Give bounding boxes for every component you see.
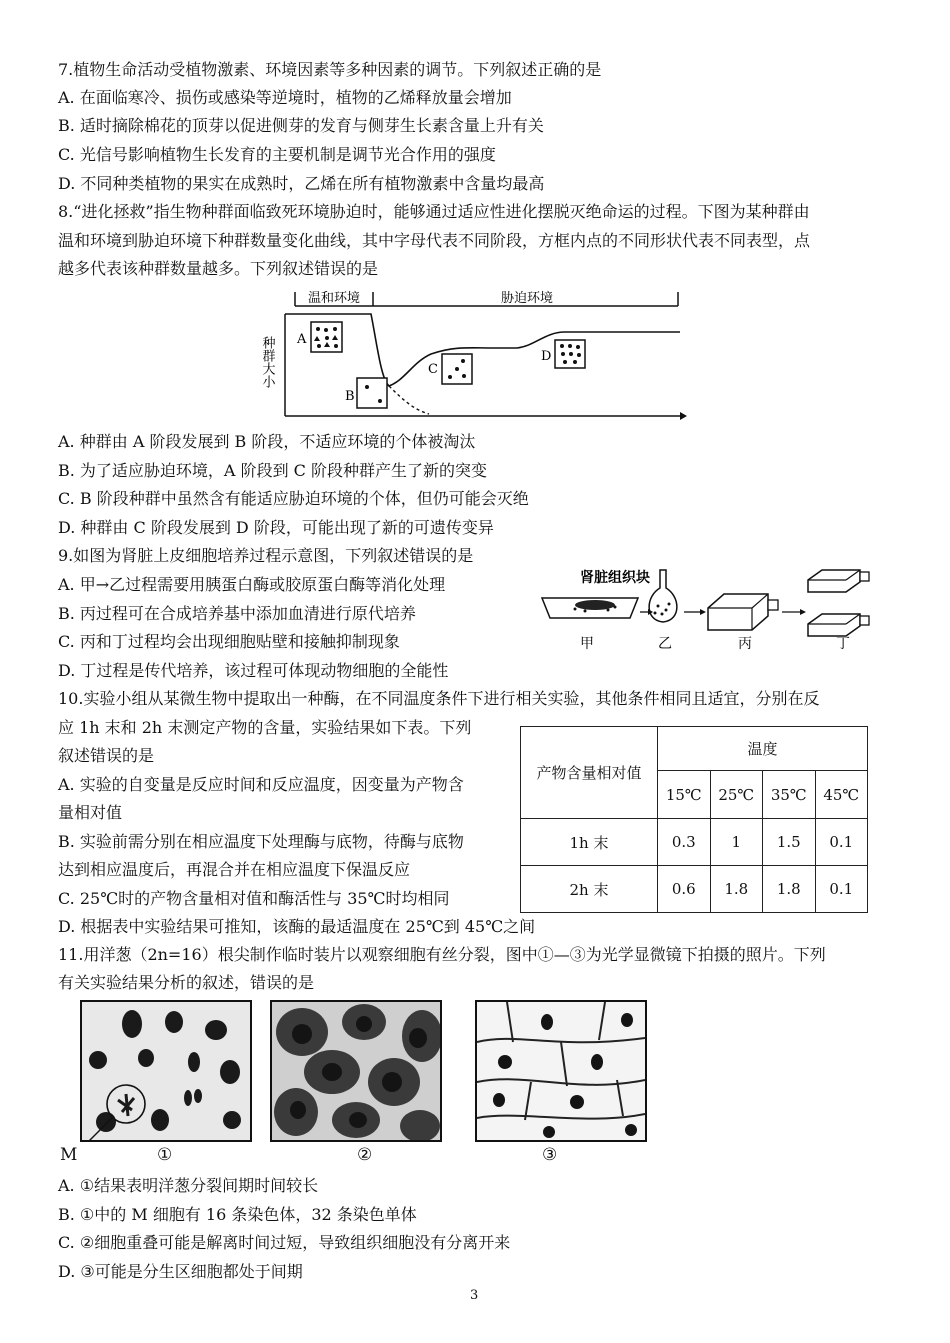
q10-option-b-line1: B. 实验前需分别在相应温度下处理酶与底物，待酶与底物 <box>58 832 464 851</box>
stage-b-box <box>357 378 387 408</box>
photo-2-label: ② <box>357 1145 373 1165</box>
q11-option-d: D. ③可能是分生区细胞都处于间期 <box>58 1262 303 1281</box>
temp-col-3: 35℃ <box>763 771 816 819</box>
row-label-1h: 1h 末 <box>521 819 658 866</box>
q9-stem: 9.如图为肾脏上皮细胞培养过程示意图，下列叙述错误的是 <box>58 546 474 565</box>
q10-option-b-line2: 达到相应温度后，再混合并在相应温度下保温反应 <box>58 860 411 879</box>
table-row <box>521 819 868 866</box>
stage-d-label: D <box>541 349 552 364</box>
q8-option-a: A. 种群由 A 阶段发展到 B 阶段，不适应环境的个体被淘汰 <box>58 432 476 451</box>
q9-option-a: A. 甲→乙过程需要用胰蛋白酶或胶原蛋白酶等消化处理 <box>58 575 446 594</box>
q11-option-a: A. ①结果表明洋葱分裂间期时间较长 <box>58 1176 319 1195</box>
label-jia: 甲 <box>580 636 594 652</box>
stage-a-label: A <box>297 332 307 347</box>
table-cell: 0.1 <box>815 819 868 866</box>
population-curve-figure <box>255 284 695 424</box>
temperature-header: 温度 <box>658 727 868 771</box>
q9-option-c: C. 丙和丁过程均会出现细胞贴壁和接触抑制现象 <box>58 632 400 651</box>
q9-option-d: D. 丁过程是传代培养，该过程可体现动物细胞的全能性 <box>58 661 449 680</box>
q9-option-b: B. 丙过程可在合成培养基中添加血清进行原代培养 <box>58 604 416 623</box>
q11-option-c: C. ②细胞重叠可能是解离时间过短，导致组织细胞没有分离开来 <box>58 1233 511 1252</box>
q11-stem-line1: 11.用洋葱（2n=16）根尖制作临时装片以观察细胞有丝分裂，图中①—③为光学显微镜下拍摄的照片。下列 <box>58 945 826 964</box>
micrograph-2 <box>270 1000 442 1142</box>
table-cell: 0.1 <box>815 866 868 913</box>
enzyme-results-table <box>520 726 868 913</box>
q8-option-b: B. 为了适应胁迫环境，A 阶段到 C 阶段种群产生了新的突变 <box>58 461 487 480</box>
micrograph-3 <box>475 1000 647 1142</box>
q10-stem-line1: 10.实验小组从某微生物中提取出一种酶，在不同温度条件下进行相关实验，其他条件相同且适宜，分别在反 <box>58 689 820 708</box>
row-label-2h: 2h 末 <box>521 866 658 913</box>
q7-option-d: D. 不同种类植物的果实在成熟时，乙烯在所有植物激素中含量均最高 <box>58 174 545 193</box>
q7-option-b: B. 适时摘除棉花的顶芽以促进侧芽的发育与侧芽生长素含量上升有关 <box>58 116 544 135</box>
temp-col-4: 45℃ <box>815 771 868 819</box>
table-cell: 1.8 <box>763 866 816 913</box>
q10-option-d: D. 根据表中实验结果可推知，该酶的最适温度在 25℃到 45℃之间 <box>58 917 536 936</box>
table-cell: 0.3 <box>658 819 711 866</box>
label-yi: 乙 <box>658 636 672 652</box>
stage-b-label: B <box>345 389 355 404</box>
cell-culture-figure <box>540 562 890 662</box>
table-cell: 1 <box>710 819 763 866</box>
q7-stem: 7.植物生命活动受植物激素、环境因素等多种因素的调节。下列叙述正确的是 <box>58 60 602 79</box>
temp-col-2: 25℃ <box>710 771 763 819</box>
micrograph-1 <box>80 1000 252 1142</box>
photo-3-label: ③ <box>542 1145 558 1165</box>
q8-option-d: D. 种群由 C 阶段发展到 D 阶段，可能出现了新的可遗传变异 <box>58 518 494 537</box>
q7-option-a: A. 在面临寒冷、损伤或感染等逆境时，植物的乙烯释放量会增加 <box>58 88 512 107</box>
kidney-tissue-label: 肾脏组织块 <box>580 570 650 586</box>
temp-col-1: 15℃ <box>658 771 711 819</box>
photo-1-label: ① <box>157 1145 173 1165</box>
q10-stem-line2: 应 1h 末和 2h 末测定产物的含量，实验结果如下表。下列 <box>58 718 472 737</box>
q11-stem-line2: 有关实验结果分析的叙述，错误的是 <box>58 973 315 992</box>
stage-a-dots <box>314 327 338 348</box>
y-axis-label: 种群大小 <box>259 336 275 388</box>
extinction-dashed-curve <box>389 386 429 414</box>
culture-bottle-bing <box>708 594 778 630</box>
page-number: 3 <box>470 1288 479 1303</box>
table-row <box>521 866 868 913</box>
stage-c-label: C <box>428 362 438 377</box>
q8-stem-line3: 越多代表该种群数量越多。下列叙述错误的是 <box>58 259 379 278</box>
culture-bottle-ding-2 <box>808 614 869 636</box>
q10-option-c: C. 25℃时的产物含量相对值和酶活性与 35℃时均相同 <box>58 889 450 908</box>
q10-option-a-line2: 量相对值 <box>58 803 123 822</box>
table-cell: 1.5 <box>763 819 816 866</box>
q8-option-c: C. B 阶段种群中虽然含有能适应胁迫环境的个体，但仍可能会灭绝 <box>58 489 529 508</box>
table-cell: 0.6 <box>658 866 711 913</box>
q7-option-c: C. 光信号影响植物生长发育的主要机制是调节光合作用的强度 <box>58 145 496 164</box>
stress-environment-label: 胁迫环境 <box>500 291 554 306</box>
label-bing: 丙 <box>738 636 752 652</box>
q10-option-a-line1: A. 实验的自变量是反应时间和反应温度，因变量为产物含 <box>58 775 464 794</box>
m-cell-label: M <box>60 1145 78 1165</box>
population-curve <box>285 314 680 386</box>
culture-bottle-ding-1 <box>808 570 869 592</box>
mild-environment-label: 温和环境 <box>307 291 361 306</box>
q8-stem-line2: 温和环境到胁迫环境下种群数量变化曲线，其中字母代表不同阶段，方框内点的不同形状代表不同表型，点 <box>58 231 811 250</box>
q8-stem-line1: 8.“进化拯救”指生物种群面临致死环境胁迫时，能够通过适应性进化摆脱灭绝命运的过程。下图为某种群由 <box>58 202 810 221</box>
q11-option-b: B. ①中的 M 细胞有 16 条染色体，32 条染色单体 <box>58 1205 417 1224</box>
tissue-block <box>575 600 615 610</box>
label-ding: 丁 <box>836 636 850 652</box>
table-corner-header: 产物含量相对值 <box>521 727 658 819</box>
q10-stem-line3: 叙述错误的是 <box>58 746 155 765</box>
table-cell: 1.8 <box>710 866 763 913</box>
